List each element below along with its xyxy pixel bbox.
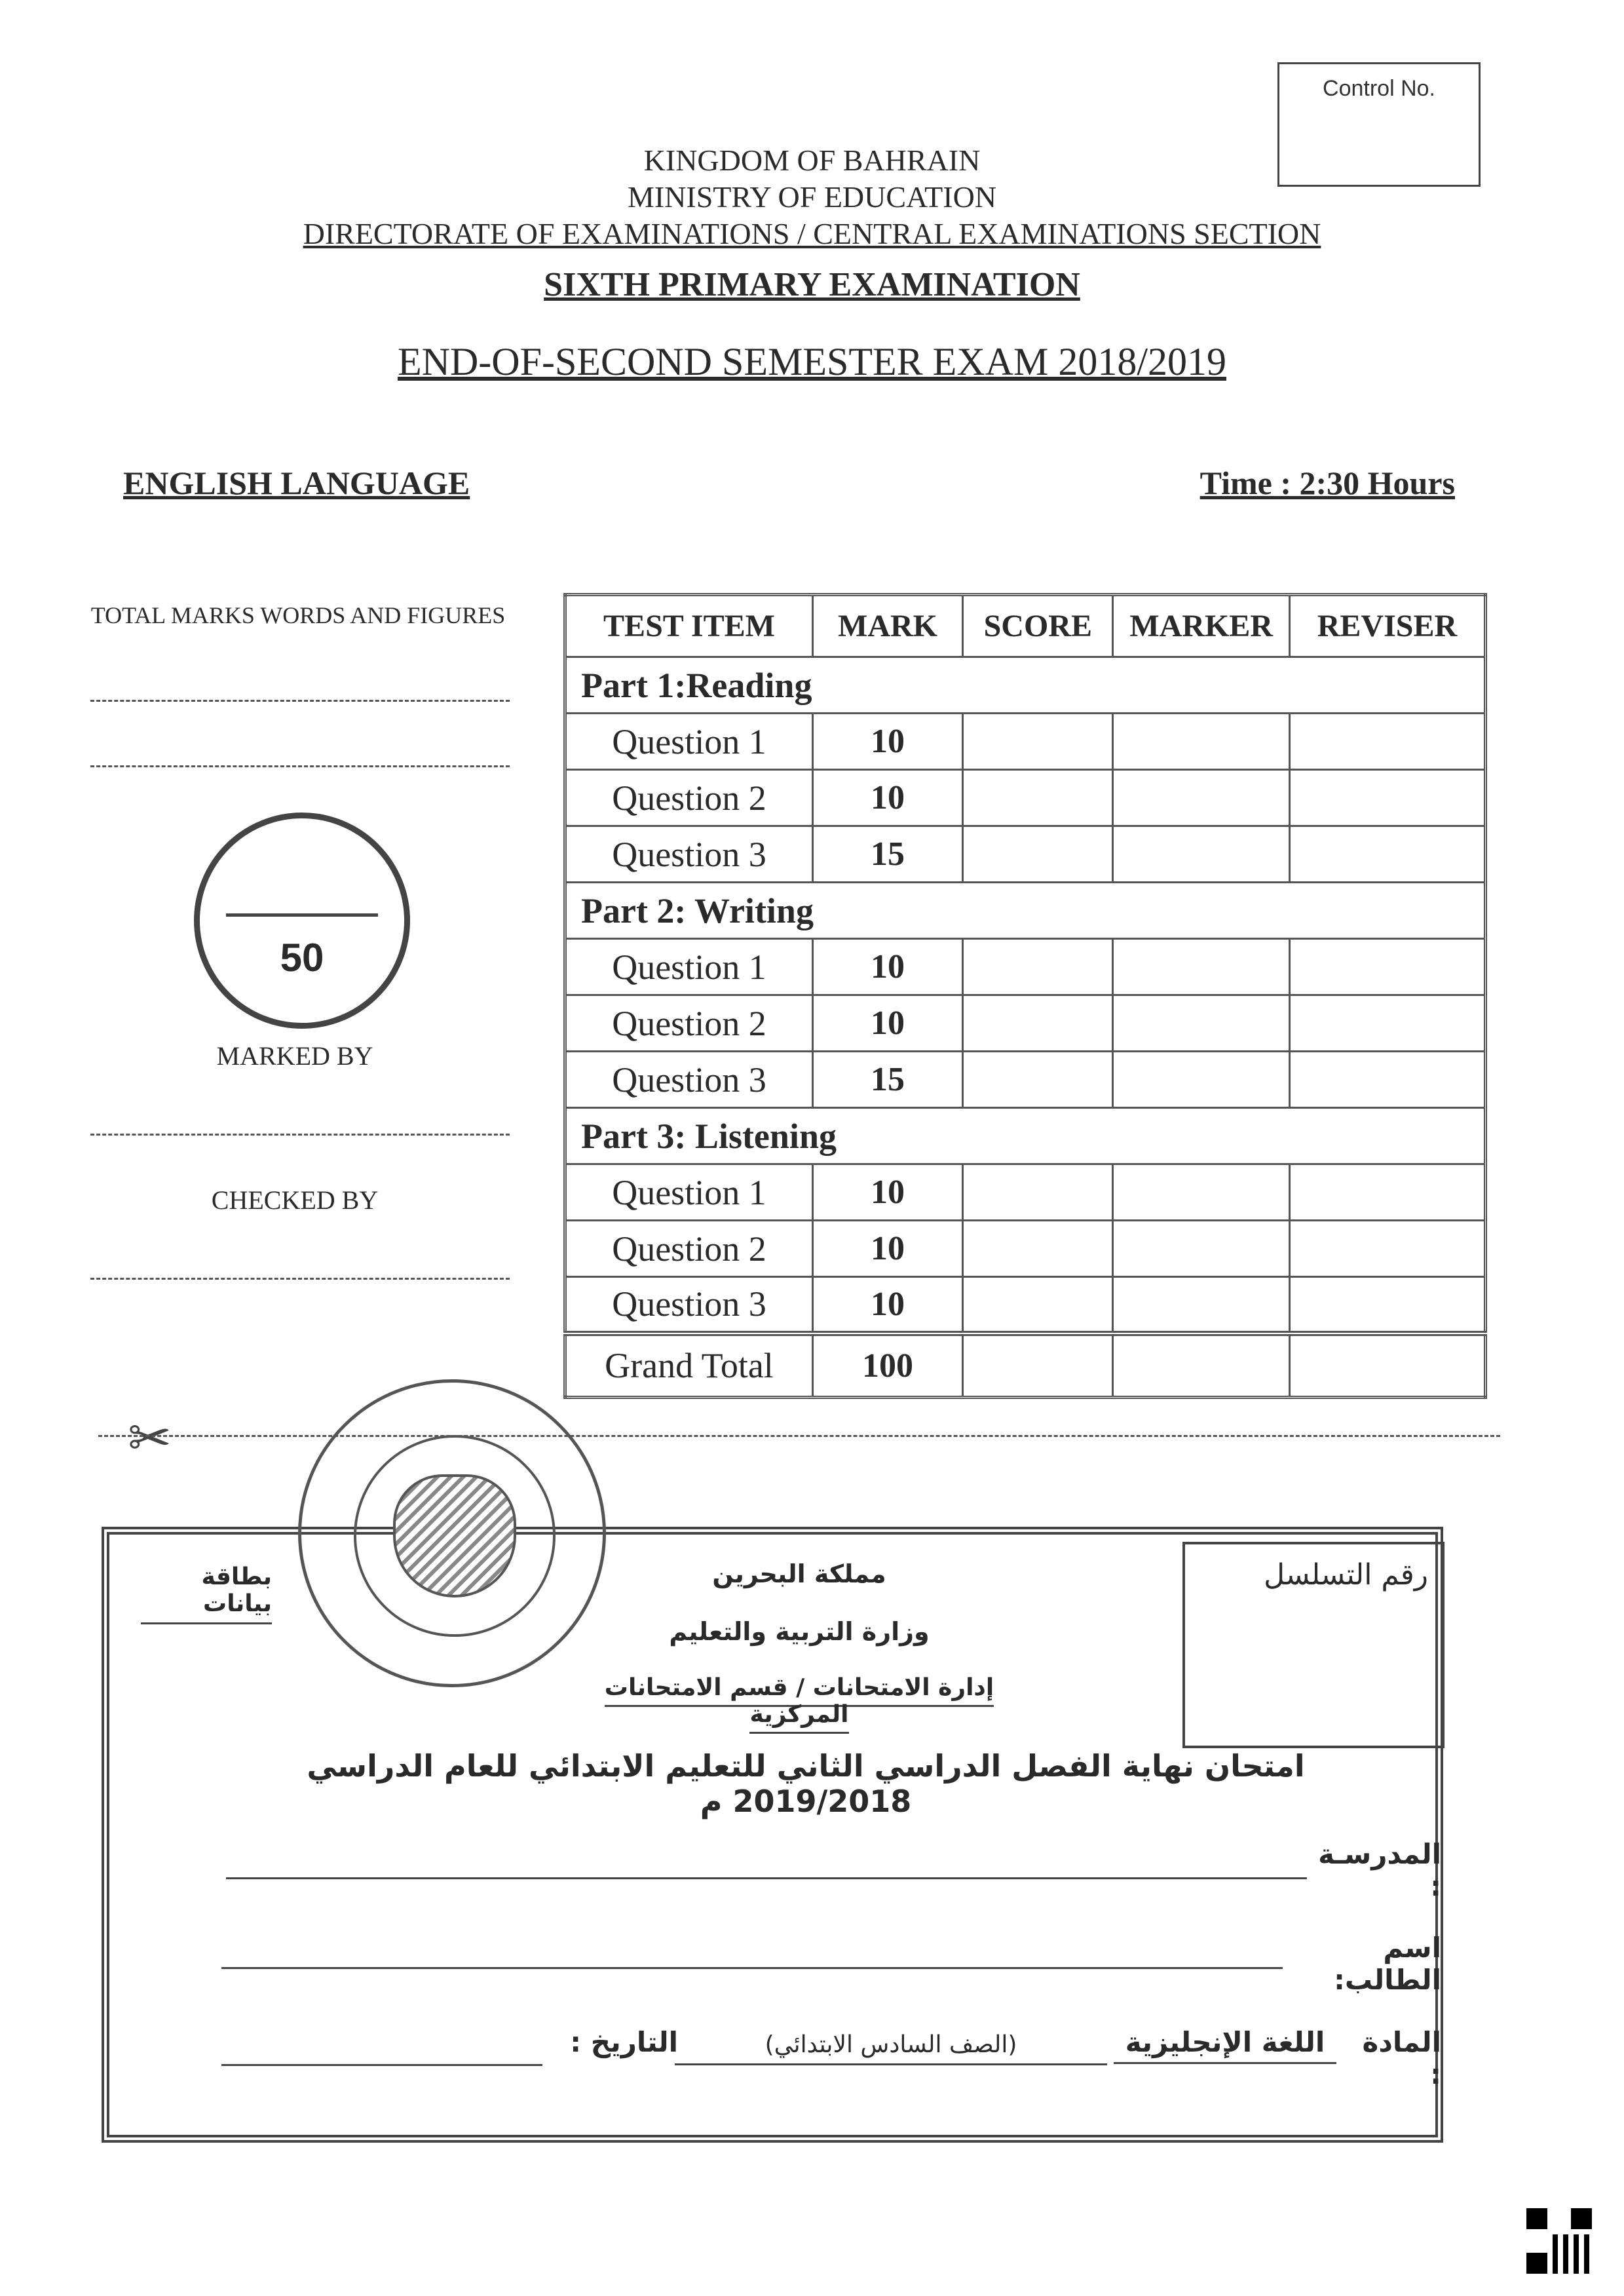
part-row xyxy=(565,883,1486,939)
reviser-cell[interactable] xyxy=(1289,939,1485,995)
header-kingdom: KINGDOM OF BAHRAIN xyxy=(643,144,981,177)
table-row xyxy=(565,1164,1486,1221)
reviser-cell[interactable] xyxy=(1289,1221,1485,1277)
part-2-title: Part 2: Writing xyxy=(565,883,1486,939)
test-item: Question 1 xyxy=(565,939,813,995)
header-test-item: TEST ITEM xyxy=(565,595,813,657)
score-cell[interactable] xyxy=(963,714,1113,770)
test-item: Question 1 xyxy=(565,714,813,770)
grand-total-reviser-cell[interactable] xyxy=(1289,1333,1485,1398)
checked-by-label: CHECKED BY xyxy=(211,1185,379,1215)
part-row xyxy=(565,1108,1486,1164)
part-3-title: Part 3: Listening xyxy=(565,1108,1486,1164)
serial-number-label: رقم التسلسل xyxy=(1264,1558,1428,1592)
total-score-circle xyxy=(194,813,410,1029)
test-item: Question 2 xyxy=(565,995,813,1052)
reviser-cell[interactable] xyxy=(1289,826,1485,883)
mark-value: 10 xyxy=(812,1164,962,1221)
score-cell[interactable] xyxy=(963,1052,1113,1108)
score-cell[interactable] xyxy=(963,770,1113,826)
header-directorate-text: DIRECTORATE OF EXAMINATIONS / CENTRAL EXAMINATIONS SECTION xyxy=(303,217,1321,250)
ministry-seal-stamp xyxy=(298,1379,606,1687)
date-input-line[interactable] xyxy=(221,2064,542,2066)
part-1-title: Part 1:Reading xyxy=(565,657,1486,714)
marked-by-label: MARKED BY xyxy=(216,1041,373,1071)
data-card-label: بطاقة بيانات xyxy=(141,1563,272,1624)
mark-value: 10 xyxy=(812,939,962,995)
control-number-label: Control No. xyxy=(1323,76,1435,101)
score-fraction-bar xyxy=(226,913,378,917)
mark-value: 15 xyxy=(812,1052,962,1108)
student-name-label: اسم الطالب: xyxy=(1334,1932,1441,1996)
test-item: Question 3 xyxy=(565,826,813,883)
reviser-cell[interactable] xyxy=(1289,714,1485,770)
grand-total-mark: 100 xyxy=(812,1333,962,1398)
table-row xyxy=(565,1221,1486,1277)
header-marker: MARKER xyxy=(1113,595,1289,657)
score-cell[interactable] xyxy=(963,1164,1113,1221)
card-directorate-text: إدارة الامتحانات / قسم الامتحانات المركزية xyxy=(605,1674,994,1734)
total-marks-label: TOTAL MARKS WORDS AND FIGURES xyxy=(90,602,506,628)
header-exam-level-text: SIXTH PRIMARY EXAMINATION xyxy=(544,266,1080,303)
header-ministry: MINISTRY OF EDUCATION xyxy=(627,180,997,214)
score-cell[interactable] xyxy=(963,995,1113,1052)
scissors-icon: ✂ xyxy=(128,1410,172,1468)
marked-by-line[interactable] xyxy=(90,1134,510,1136)
card-ministry: وزارة التربية والتعليم xyxy=(669,1617,930,1646)
mark-value: 10 xyxy=(812,770,962,826)
subject-title: ENGLISH LANGUAGE xyxy=(123,465,470,501)
marker-cell[interactable] xyxy=(1113,995,1289,1052)
marker-cell[interactable] xyxy=(1113,1164,1289,1221)
subject-value: اللغة الإنجليزية xyxy=(1114,2026,1336,2064)
total-figures-line[interactable] xyxy=(90,765,510,767)
marker-cell[interactable] xyxy=(1113,939,1289,995)
marker-cell[interactable] xyxy=(1113,714,1289,770)
test-item: Question 2 xyxy=(565,1221,813,1277)
reviser-cell[interactable] xyxy=(1289,995,1485,1052)
total-words-line[interactable] xyxy=(90,700,510,702)
student-name-input-line[interactable] xyxy=(221,1967,1283,1969)
reviser-cell[interactable] xyxy=(1289,1052,1485,1108)
header-exam-title xyxy=(0,339,1624,385)
score-cell[interactable] xyxy=(963,939,1113,995)
school-label: المدرسـة : xyxy=(1318,1838,1441,1902)
mark-value: 10 xyxy=(812,995,962,1052)
marker-cell[interactable] xyxy=(1113,1277,1289,1333)
marks-table xyxy=(563,593,1487,1399)
qr-code-icon xyxy=(1526,2208,1592,2274)
table-row xyxy=(565,826,1486,883)
header-reviser: REVISER xyxy=(1289,595,1485,657)
mark-value: 15 xyxy=(812,826,962,883)
card-exam-title: امتحان نهاية الفصل الدراسي الثاني للتعليم الابتدائي للعام الدراسي 2019/2018 م xyxy=(307,1748,1305,1819)
header-exam-level xyxy=(0,265,1624,304)
table-header-row xyxy=(565,595,1486,657)
grand-total-row xyxy=(565,1333,1486,1398)
card-kingdom: مملكة البحرين xyxy=(712,1559,886,1588)
marker-cell[interactable] xyxy=(1113,770,1289,826)
table-row xyxy=(565,770,1486,826)
school-input-line[interactable] xyxy=(226,1877,1307,1879)
table-row xyxy=(565,714,1486,770)
checked-by-line[interactable] xyxy=(90,1278,510,1280)
table-row xyxy=(565,1052,1486,1108)
reviser-cell[interactable] xyxy=(1289,1277,1485,1333)
date-label: التاريخ : xyxy=(570,2026,678,2058)
header-exam-title-text: END-OF-SECOND SEMESTER EXAM 2018/2019 xyxy=(397,340,1227,383)
marker-cell[interactable] xyxy=(1113,1221,1289,1277)
exam-time: Time : 2:30 Hours xyxy=(1199,465,1455,501)
mark-value: 10 xyxy=(812,714,962,770)
test-item: Question 3 xyxy=(565,1277,813,1333)
header-directorate xyxy=(0,216,1624,251)
mark-value: 10 xyxy=(812,1277,962,1333)
score-cell[interactable] xyxy=(963,1277,1113,1333)
grand-total-score-cell[interactable] xyxy=(963,1333,1113,1398)
subject-label: المادة : xyxy=(1362,2026,1441,2090)
cut-line xyxy=(98,1435,1500,1437)
header-score: SCORE xyxy=(963,595,1113,657)
table-row xyxy=(565,939,1486,995)
table-row xyxy=(565,1277,1486,1333)
grand-total-marker-cell[interactable] xyxy=(1113,1333,1289,1398)
marker-cell[interactable] xyxy=(1113,826,1289,883)
header-mark: MARK xyxy=(812,595,962,657)
grand-total-label: Grand Total xyxy=(565,1333,813,1398)
score-cell[interactable] xyxy=(963,826,1113,883)
test-item: Question 3 xyxy=(565,1052,813,1108)
table-row xyxy=(565,995,1486,1052)
reviser-cell[interactable] xyxy=(1289,1164,1485,1221)
mark-value: 10 xyxy=(812,1221,962,1277)
reviser-cell[interactable] xyxy=(1289,770,1485,826)
card-directorate xyxy=(586,1674,1012,1728)
grade-value: (الصف السادس الابتدائي) xyxy=(675,2031,1107,2065)
test-item: Question 1 xyxy=(565,1164,813,1221)
score-cell[interactable] xyxy=(963,1221,1113,1277)
part-row xyxy=(565,657,1486,714)
marker-cell[interactable] xyxy=(1113,1052,1289,1108)
total-score-denominator: 50 xyxy=(280,936,324,980)
emblem-icon xyxy=(393,1474,516,1598)
test-item: Question 2 xyxy=(565,770,813,826)
